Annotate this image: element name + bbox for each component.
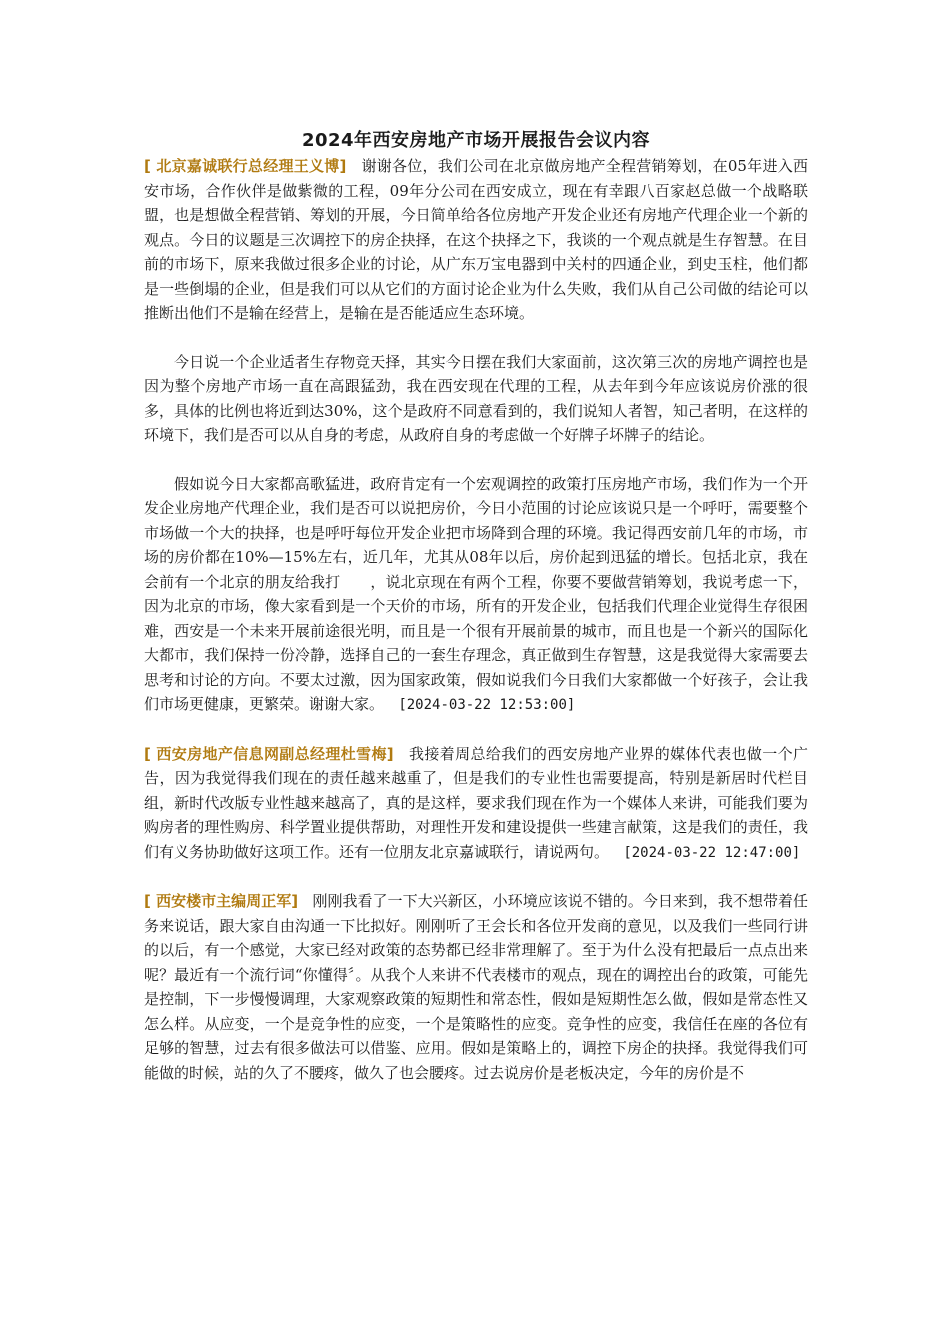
paragraph-text: 刚刚我看了一下大兴新区，小环境应该说不错的。今日来到，我不想带着任务来说话，跟大家自由沟通一下比拟好。刚刚听了王会长和各位开发商的意见，以及我们一些同行讲的以后，有一个感觉，大家已经对政策的态势都已经非常理解了。至于为什么没有把最后一点点出来呢？最近有一个流行词“你懂得〞。从我个人来讲不代表楼市的观点，现在的调控出台的政策，可能先是控制，下一步慢慢调理，大家观察政策的短期性和常态性，假如是短期性怎么做，假如是常态性又怎么样。从应变，一个是竞争性的应变，一个是策略性的应变。竞争性的应变，我信任在座的各位有足够的智慧，过去有很多做法可以借鉴、应用。假如是策略上的，调控下房企的抉择。我觉得我们可能做的时候，站的久了不腰疼，做久了也会腰疼。过去说房价是老板决定，今年的房价是不 — [144, 892, 808, 1082]
timestamp: [2024-03-22 12:47:00] — [623, 844, 801, 861]
paragraph-1 — [144, 154, 808, 326]
document-title: 2024年西安房地产市场开展报告会议内容 — [301, 130, 651, 151]
paragraph-4 — [144, 742, 808, 866]
paragraph-gap — [144, 718, 808, 742]
document-page — [144, 120, 808, 1085]
paragraph-gap — [144, 865, 808, 889]
paragraph-gap — [144, 448, 808, 472]
speaker-label: [ 西安房地产信息网副总经理杜雪梅] — [144, 744, 394, 763]
timestamp: [2024-03-22 12:53:00] — [398, 697, 576, 713]
paragraph-gap — [144, 326, 808, 350]
speaker-label: [ 西安楼市主编周正军] — [144, 892, 299, 910]
paragraph-text: 我接着周总给我们的西安房地产业界的媒体代表也做一个广告，因为我觉得我们现在的责任越来越重了，但是我们的专业性也需要提高，特别是新居时代栏目组，新时代改版专业性越来越高了，真的是这样，要求我们现在作为一个媒体人来讲，可能我们要为购房者的理性购房、科学置业提供帮助，对理性开发和建设提供一些建言献策，这是我们的责任，我们有义务协助做好这项工作。还有一位朋友北京嘉诚联行，请说两句。 — [144, 744, 808, 861]
paragraph-5 — [144, 889, 808, 1085]
paragraph-text: 假如说今日大家都高歌猛进，政府肯定有一个宏观调控的政策打压房地产市场，我们作为一个开发企业房地产代理企业，我们是否可以说把房价，今日小范围的讨论应该说只是一个呼吁，需要整个市场做一个大的抉择，也是呼吁每位开发企业把市场降到合理的环境。我记得西安前几年的市场，市场的房价都在10%—15%左右，近几年，尤其从08年以后，房价起到迅猛的增长。包括北京，我在会前有一个北京的朋友给我打 ，说北京现在有两个工程，你要不要做营销筹划，我说考虑一下，因为北京的市场，像大家看到是一个天价的市场，所有的开发企业，包括我们代理企业觉得生存很困难，西安是一个未来开展前途很光明，而且是一个很有开展前景的城市，而且也是一个新兴的国际化大都市，我们保持一份冷静，选择自己的一套生存理念，真正做到生存智慧，这是我觉得大家需要去思考和讨论的方向。不要太过激，因为国家政策，假如说我们今日我们大家都做一个好孩子，会让我们市场更健康，更繁荣。谢谢大家。 — [144, 474, 808, 713]
paragraph-text: 今日说一个企业适者生存物竞天择，其实今日摆在我们大家面前，这次第三次的房地产调控也是因为整个房地产市场一直在高跟猛劲，我在西安现在代理的工程，从去年到今年应该说房价涨的很多，具体的比例也将近到达30%，这个是政府不同意看到的，我们说知人者智，知己者明，在这样的环境下，我们是否可以从自身的考虑，从政府自身的考虑做一个好牌子坏牌子的结论。 — [144, 352, 808, 444]
paragraph-text: 谢谢各位，我们公司在北京做房地产全程营销筹划，在05年进入西安市场，合作伙伴是做紫微的工程，09年分公司在西安成立，现在有幸跟八百家赵总做一个战略联盟，也是想做全程营销、筹划的开展，今日简单给各位房地产开发企业还有房地产代理企业一个新的观点。今日的议题是三次调控下的房企抉择，在这个抉择之下，我谈的一个观点就是生存智慧。在目前的市场下，原来我做过很多企业的讨论，从广东万宝电器到中关村的四通企业，到史玉柱，他们都是一些倒塌的企业，但是我们可以从它们的方面讨论企业为什么失败，我们从自己公司做的结论可以推断出他们不是输在经营上，是输在是否能适应生态环境。 — [144, 157, 809, 322]
paragraph-2 — [144, 350, 808, 448]
paragraph-3 — [144, 472, 808, 718]
speaker-label: [ 北京嘉诚联行总经理王义博] — [144, 157, 347, 175]
